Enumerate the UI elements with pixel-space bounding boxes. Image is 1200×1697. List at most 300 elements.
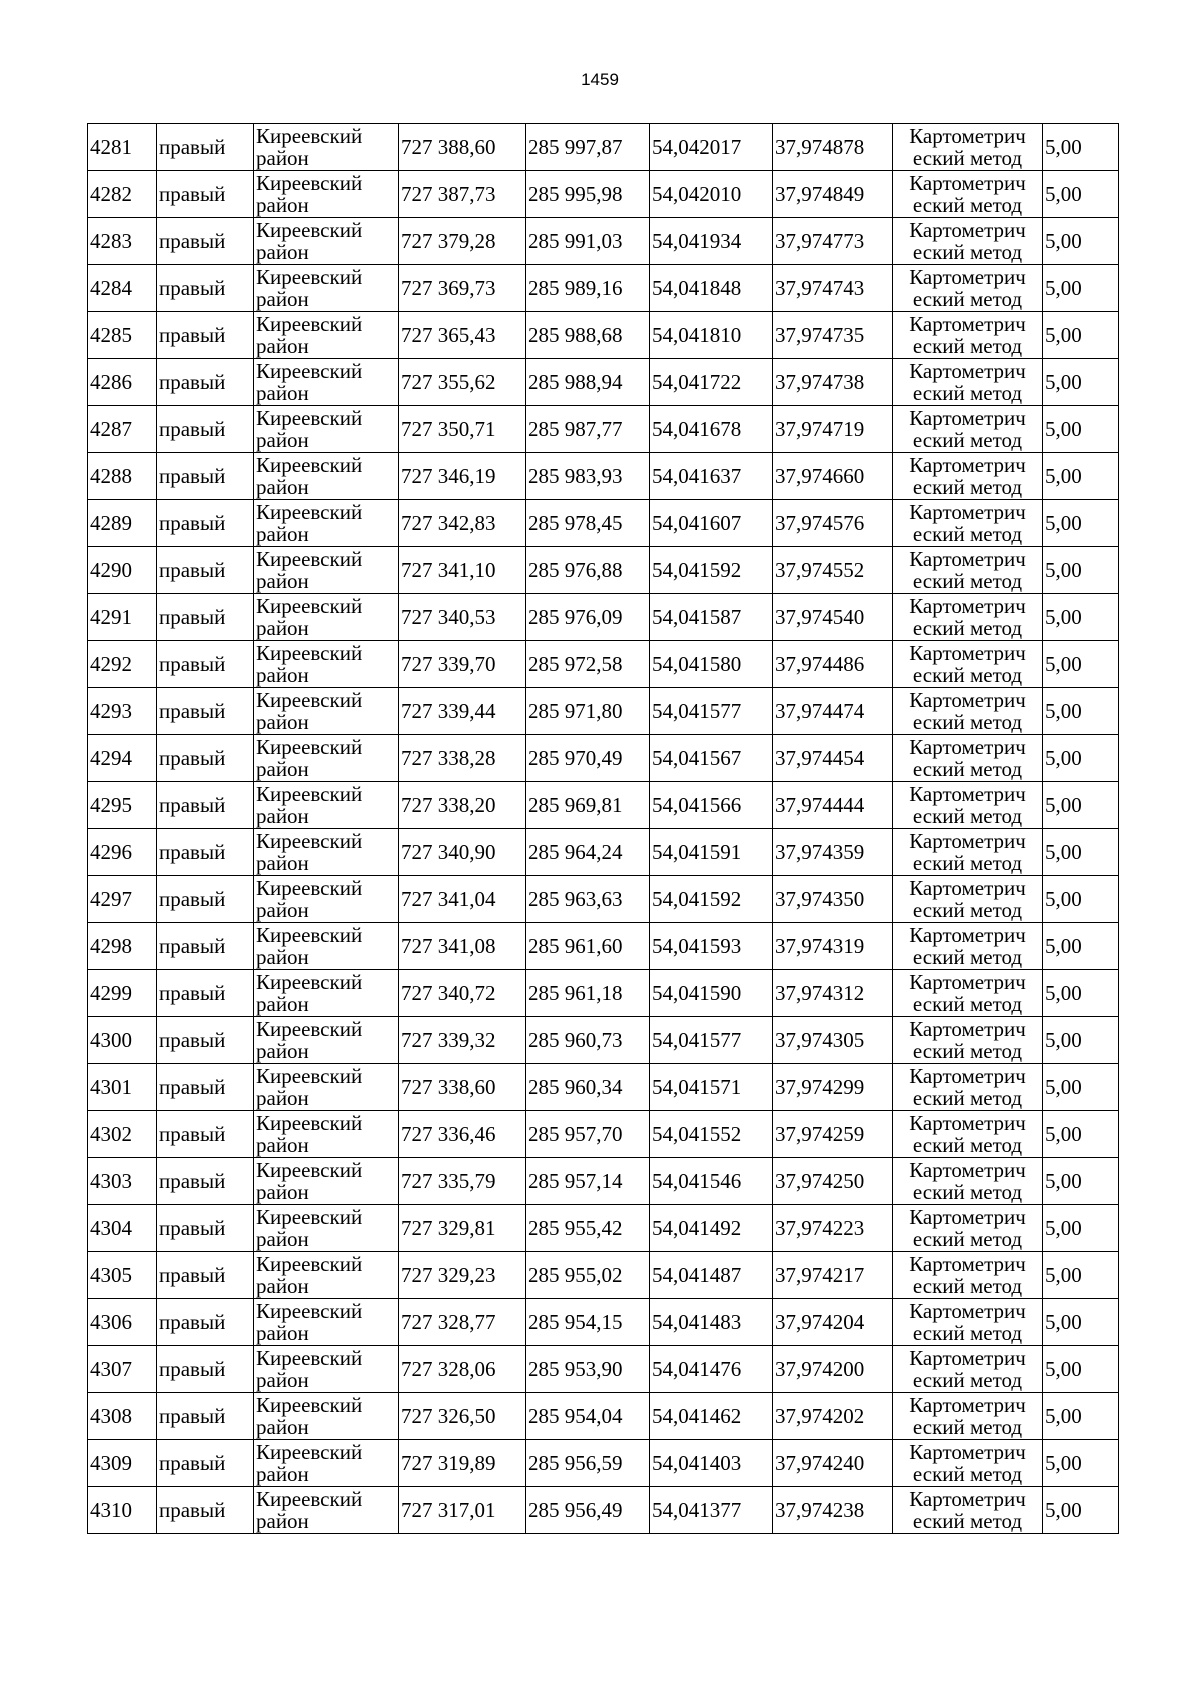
method-line-2: еский метод <box>912 1133 1023 1157</box>
latitude-cell: 54,041810 <box>650 312 773 359</box>
bank-side-cell: правый <box>157 641 254 688</box>
longitude-cell: 37,974319 <box>773 923 893 970</box>
bank-side-cell: правый <box>157 1205 254 1252</box>
bank-side-cell: правый <box>157 594 254 641</box>
table-row <box>88 171 1119 218</box>
latitude-cell: 54,041577 <box>650 1017 773 1064</box>
table-row <box>88 1252 1119 1299</box>
table-row <box>88 1111 1119 1158</box>
district-line-2: район <box>256 1321 309 1345</box>
district-line-1: Киреевский <box>256 1158 363 1182</box>
district-line-1: Киреевский <box>256 1205 363 1229</box>
x-coordinate-cell: 727 328,06 <box>399 1346 526 1393</box>
district-line-2: район <box>256 240 309 264</box>
point-number-cell: 4286 <box>88 359 157 406</box>
district-line-1: Киреевский <box>256 171 363 195</box>
x-coordinate-cell: 727 365,43 <box>399 312 526 359</box>
coordinates-table <box>87 123 1119 1534</box>
x-coordinate-cell: 727 340,90 <box>399 829 526 876</box>
y-coordinate-cell: 285 988,94 <box>526 359 650 406</box>
district-line-2: район <box>256 710 309 734</box>
x-coordinate-cell: 727 355,62 <box>399 359 526 406</box>
method-line-1: Картометрич <box>909 641 1026 665</box>
x-coordinate-cell: 727 336,46 <box>399 1111 526 1158</box>
method-line-1: Картометрич <box>909 500 1026 524</box>
district-line-1: Киреевский <box>256 265 363 289</box>
district-line-1: Киреевский <box>256 1487 363 1511</box>
method-cell <box>893 782 1043 829</box>
district-line-2: район <box>256 898 309 922</box>
latitude-cell: 54,041593 <box>650 923 773 970</box>
method-cell <box>893 688 1043 735</box>
y-coordinate-cell: 285 976,09 <box>526 594 650 641</box>
method-cell <box>893 641 1043 688</box>
longitude-cell: 37,974743 <box>773 265 893 312</box>
bank-side-cell: правый <box>157 1346 254 1393</box>
accuracy-cell: 5,00 <box>1043 1346 1119 1393</box>
district-line-1: Киреевский <box>256 829 363 853</box>
longitude-cell: 37,974486 <box>773 641 893 688</box>
table-row <box>88 1158 1119 1205</box>
point-number-cell: 4282 <box>88 171 157 218</box>
method-line-2: еский метод <box>912 240 1023 264</box>
method-cell <box>893 500 1043 547</box>
table-row <box>88 124 1119 171</box>
method-line-2: еский метод <box>912 1086 1023 1110</box>
method-line-2: еский метод <box>912 287 1023 311</box>
bank-side-cell: правый <box>157 1252 254 1299</box>
table-row <box>88 359 1119 406</box>
latitude-cell: 54,041637 <box>650 453 773 500</box>
x-coordinate-cell: 727 335,79 <box>399 1158 526 1205</box>
x-coordinate-cell: 727 338,60 <box>399 1064 526 1111</box>
point-number-cell: 4281 <box>88 124 157 171</box>
y-coordinate-cell: 285 991,03 <box>526 218 650 265</box>
y-coordinate-cell: 285 954,15 <box>526 1299 650 1346</box>
district-cell <box>254 735 399 782</box>
district-cell <box>254 1252 399 1299</box>
district-cell <box>254 406 399 453</box>
y-coordinate-cell: 285 970,49 <box>526 735 650 782</box>
district-cell <box>254 453 399 500</box>
method-line-1: Картометрич <box>909 1346 1026 1370</box>
method-line-1: Картометрич <box>909 1440 1026 1464</box>
latitude-cell: 54,041577 <box>650 688 773 735</box>
table-row <box>88 1017 1119 1064</box>
method-cell <box>893 876 1043 923</box>
accuracy-cell: 5,00 <box>1043 1440 1119 1487</box>
district-cell <box>254 1393 399 1440</box>
longitude-cell: 37,974250 <box>773 1158 893 1205</box>
method-cell <box>893 923 1043 970</box>
method-line-1: Картометрич <box>909 594 1026 618</box>
point-number-cell: 4287 <box>88 406 157 453</box>
table-row <box>88 406 1119 453</box>
district-cell <box>254 265 399 312</box>
district-line-1: Киреевский <box>256 1299 363 1323</box>
x-coordinate-cell: 727 339,32 <box>399 1017 526 1064</box>
district-line-1: Киреевский <box>256 1393 363 1417</box>
point-number-cell: 4289 <box>88 500 157 547</box>
longitude-cell: 37,974454 <box>773 735 893 782</box>
method-line-1: Картометрич <box>909 1393 1026 1417</box>
bank-side-cell: правый <box>157 1440 254 1487</box>
bank-side-cell: правый <box>157 923 254 970</box>
method-line-1: Картометрич <box>909 547 1026 571</box>
latitude-cell: 54,041722 <box>650 359 773 406</box>
latitude-cell: 54,041552 <box>650 1111 773 1158</box>
method-cell <box>893 453 1043 500</box>
district-line-1: Киреевский <box>256 500 363 524</box>
method-line-2: еский метод <box>912 1462 1023 1486</box>
x-coordinate-cell: 727 350,71 <box>399 406 526 453</box>
method-cell <box>893 1111 1043 1158</box>
district-line-1: Киреевский <box>256 1252 363 1276</box>
y-coordinate-cell: 285 955,42 <box>526 1205 650 1252</box>
longitude-cell: 37,974238 <box>773 1487 893 1534</box>
method-line-2: еский метод <box>912 1039 1023 1063</box>
method-line-2: еский метод <box>912 381 1023 405</box>
x-coordinate-cell: 727 346,19 <box>399 453 526 500</box>
district-line-1: Киреевский <box>256 923 363 947</box>
method-line-1: Картометрич <box>909 1205 1026 1229</box>
district-cell <box>254 1346 399 1393</box>
table-row <box>88 923 1119 970</box>
method-line-2: еский метод <box>912 428 1023 452</box>
point-number-cell: 4292 <box>88 641 157 688</box>
district-line-1: Киреевский <box>256 359 363 383</box>
method-cell <box>893 406 1043 453</box>
table-row <box>88 218 1119 265</box>
district-line-1: Киреевский <box>256 688 363 712</box>
point-number-cell: 4290 <box>88 547 157 594</box>
method-cell <box>893 1158 1043 1205</box>
district-line-1: Киреевский <box>256 547 363 571</box>
method-line-1: Картометрич <box>909 876 1026 900</box>
longitude-cell: 37,974240 <box>773 1440 893 1487</box>
district-line-2: район <box>256 616 309 640</box>
bank-side-cell: правый <box>157 124 254 171</box>
district-line-2: район <box>256 1227 309 1251</box>
accuracy-cell: 5,00 <box>1043 265 1119 312</box>
y-coordinate-cell: 285 987,77 <box>526 406 650 453</box>
district-line-2: район <box>256 757 309 781</box>
bank-side-cell: правый <box>157 171 254 218</box>
table-row <box>88 688 1119 735</box>
x-coordinate-cell: 727 341,04 <box>399 876 526 923</box>
latitude-cell: 54,041476 <box>650 1346 773 1393</box>
longitude-cell: 37,974738 <box>773 359 893 406</box>
accuracy-cell: 5,00 <box>1043 547 1119 594</box>
latitude-cell: 54,041462 <box>650 1393 773 1440</box>
accuracy-cell: 5,00 <box>1043 641 1119 688</box>
y-coordinate-cell: 285 956,49 <box>526 1487 650 1534</box>
method-cell <box>893 735 1043 782</box>
district-cell <box>254 1064 399 1111</box>
district-cell <box>254 688 399 735</box>
point-number-cell: 4291 <box>88 594 157 641</box>
district-line-2: район <box>256 287 309 311</box>
y-coordinate-cell: 285 972,58 <box>526 641 650 688</box>
latitude-cell: 54,041566 <box>650 782 773 829</box>
y-coordinate-cell: 285 963,63 <box>526 876 650 923</box>
method-line-1: Картометрич <box>909 1064 1026 1088</box>
district-cell <box>254 923 399 970</box>
district-line-2: район <box>256 804 309 828</box>
longitude-cell: 37,974660 <box>773 453 893 500</box>
bank-side-cell: правый <box>157 970 254 1017</box>
method-line-1: Картометрич <box>909 406 1026 430</box>
district-cell <box>254 547 399 594</box>
method-cell <box>893 1252 1043 1299</box>
accuracy-cell: 5,00 <box>1043 1111 1119 1158</box>
y-coordinate-cell: 285 955,02 <box>526 1252 650 1299</box>
district-line-2: район <box>256 475 309 499</box>
method-cell <box>893 265 1043 312</box>
point-number-cell: 4303 <box>88 1158 157 1205</box>
latitude-cell: 54,041483 <box>650 1299 773 1346</box>
method-cell <box>893 218 1043 265</box>
accuracy-cell: 5,00 <box>1043 876 1119 923</box>
y-coordinate-cell: 285 988,68 <box>526 312 650 359</box>
accuracy-cell: 5,00 <box>1043 1299 1119 1346</box>
method-line-1: Картометрич <box>909 829 1026 853</box>
bank-side-cell: правый <box>157 829 254 876</box>
method-cell <box>893 171 1043 218</box>
method-cell <box>893 547 1043 594</box>
method-line-2: еский метод <box>912 1227 1023 1251</box>
district-cell <box>254 876 399 923</box>
point-number-cell: 4300 <box>88 1017 157 1064</box>
district-cell <box>254 594 399 641</box>
latitude-cell: 54,041487 <box>650 1252 773 1299</box>
point-number-cell: 4293 <box>88 688 157 735</box>
accuracy-cell: 5,00 <box>1043 1487 1119 1534</box>
accuracy-cell: 5,00 <box>1043 1158 1119 1205</box>
latitude-cell: 54,041403 <box>650 1440 773 1487</box>
method-line-1: Картометрич <box>909 923 1026 947</box>
table-row <box>88 876 1119 923</box>
y-coordinate-cell: 285 989,16 <box>526 265 650 312</box>
method-line-2: еский метод <box>912 757 1023 781</box>
longitude-cell: 37,974540 <box>773 594 893 641</box>
y-coordinate-cell: 285 960,73 <box>526 1017 650 1064</box>
method-cell <box>893 359 1043 406</box>
district-cell <box>254 641 399 688</box>
accuracy-cell: 5,00 <box>1043 312 1119 359</box>
district-line-2: район <box>256 1039 309 1063</box>
latitude-cell: 54,041567 <box>650 735 773 782</box>
bank-side-cell: правый <box>157 1487 254 1534</box>
district-line-1: Киреевский <box>256 1064 363 1088</box>
accuracy-cell: 5,00 <box>1043 829 1119 876</box>
table-row <box>88 594 1119 641</box>
table-row <box>88 500 1119 547</box>
latitude-cell: 54,041377 <box>650 1487 773 1534</box>
table-row <box>88 829 1119 876</box>
point-number-cell: 4284 <box>88 265 157 312</box>
x-coordinate-cell: 727 340,53 <box>399 594 526 641</box>
district-cell <box>254 124 399 171</box>
method-cell <box>893 124 1043 171</box>
latitude-cell: 54,041580 <box>650 641 773 688</box>
x-coordinate-cell: 727 340,72 <box>399 970 526 1017</box>
point-number-cell: 4288 <box>88 453 157 500</box>
longitude-cell: 37,974359 <box>773 829 893 876</box>
x-coordinate-cell: 727 339,44 <box>399 688 526 735</box>
x-coordinate-cell: 727 319,89 <box>399 1440 526 1487</box>
x-coordinate-cell: 727 341,08 <box>399 923 526 970</box>
bank-side-cell: правый <box>157 1017 254 1064</box>
longitude-cell: 37,974223 <box>773 1205 893 1252</box>
bank-side-cell: правый <box>157 1111 254 1158</box>
district-cell <box>254 1299 399 1346</box>
method-cell <box>893 312 1043 359</box>
point-number-cell: 4301 <box>88 1064 157 1111</box>
latitude-cell: 54,041934 <box>650 218 773 265</box>
table-row <box>88 312 1119 359</box>
method-line-1: Картометрич <box>909 124 1026 148</box>
point-number-cell: 4306 <box>88 1299 157 1346</box>
point-number-cell: 4309 <box>88 1440 157 1487</box>
latitude-cell: 54,042010 <box>650 171 773 218</box>
x-coordinate-cell: 727 341,10 <box>399 547 526 594</box>
district-line-1: Киреевский <box>256 1346 363 1370</box>
longitude-cell: 37,974202 <box>773 1393 893 1440</box>
bank-side-cell: правый <box>157 312 254 359</box>
method-line-1: Картометрич <box>909 1111 1026 1135</box>
y-coordinate-cell: 285 957,70 <box>526 1111 650 1158</box>
point-number-cell: 4310 <box>88 1487 157 1534</box>
latitude-cell: 54,042017 <box>650 124 773 171</box>
x-coordinate-cell: 727 388,60 <box>399 124 526 171</box>
district-line-1: Киреевский <box>256 1111 363 1135</box>
latitude-cell: 54,041492 <box>650 1205 773 1252</box>
district-cell <box>254 782 399 829</box>
table-row <box>88 970 1119 1017</box>
point-number-cell: 4298 <box>88 923 157 970</box>
bank-side-cell: правый <box>157 876 254 923</box>
accuracy-cell: 5,00 <box>1043 1393 1119 1440</box>
district-line-1: Киреевский <box>256 1440 363 1464</box>
method-line-1: Картометрич <box>909 1487 1026 1511</box>
accuracy-cell: 5,00 <box>1043 171 1119 218</box>
table-body <box>88 124 1119 1534</box>
district-cell <box>254 829 399 876</box>
longitude-cell: 37,974259 <box>773 1111 893 1158</box>
method-line-2: еский метод <box>912 1274 1023 1298</box>
method-cell <box>893 1487 1043 1534</box>
method-line-2: еский метод <box>912 1415 1023 1439</box>
method-line-1: Картометрич <box>909 735 1026 759</box>
x-coordinate-cell: 727 338,20 <box>399 782 526 829</box>
table-row <box>88 735 1119 782</box>
method-line-2: еский метод <box>912 804 1023 828</box>
district-line-1: Киреевский <box>256 218 363 242</box>
district-cell <box>254 1017 399 1064</box>
x-coordinate-cell: 727 379,28 <box>399 218 526 265</box>
method-line-1: Картометрич <box>909 359 1026 383</box>
bank-side-cell: правый <box>157 1393 254 1440</box>
x-coordinate-cell: 727 326,50 <box>399 1393 526 1440</box>
method-cell <box>893 970 1043 1017</box>
method-line-2: еский метод <box>912 1368 1023 1392</box>
method-line-2: еский метод <box>912 146 1023 170</box>
district-line-2: район <box>256 1462 309 1486</box>
district-cell <box>254 1111 399 1158</box>
district-cell <box>254 218 399 265</box>
method-cell <box>893 594 1043 641</box>
table-row <box>88 1205 1119 1252</box>
x-coordinate-cell: 727 317,01 <box>399 1487 526 1534</box>
y-coordinate-cell: 285 978,45 <box>526 500 650 547</box>
x-coordinate-cell: 727 387,73 <box>399 171 526 218</box>
accuracy-cell: 5,00 <box>1043 735 1119 782</box>
method-line-1: Картометрич <box>909 171 1026 195</box>
bank-side-cell: правый <box>157 359 254 406</box>
bank-side-cell: правый <box>157 453 254 500</box>
accuracy-cell: 5,00 <box>1043 923 1119 970</box>
accuracy-cell: 5,00 <box>1043 218 1119 265</box>
latitude-cell: 54,041571 <box>650 1064 773 1111</box>
longitude-cell: 37,974773 <box>773 218 893 265</box>
method-cell <box>893 1440 1043 1487</box>
point-number-cell: 4297 <box>88 876 157 923</box>
method-line-2: еский метод <box>912 1180 1023 1204</box>
district-line-1: Киреевский <box>256 406 363 430</box>
latitude-cell: 54,041587 <box>650 594 773 641</box>
district-cell <box>254 1205 399 1252</box>
district-line-2: район <box>256 663 309 687</box>
district-cell <box>254 1440 399 1487</box>
district-cell <box>254 1487 399 1534</box>
method-line-1: Картометрич <box>909 688 1026 712</box>
district-cell <box>254 1158 399 1205</box>
district-line-1: Киреевский <box>256 876 363 900</box>
method-cell <box>893 1393 1043 1440</box>
district-line-1: Киреевский <box>256 312 363 336</box>
district-cell <box>254 500 399 547</box>
point-number-cell: 4302 <box>88 1111 157 1158</box>
accuracy-cell: 5,00 <box>1043 500 1119 547</box>
x-coordinate-cell: 727 328,77 <box>399 1299 526 1346</box>
y-coordinate-cell: 285 956,59 <box>526 1440 650 1487</box>
latitude-cell: 54,041590 <box>650 970 773 1017</box>
method-line-1: Картометрич <box>909 1158 1026 1182</box>
y-coordinate-cell: 285 969,81 <box>526 782 650 829</box>
longitude-cell: 37,974474 <box>773 688 893 735</box>
x-coordinate-cell: 727 342,83 <box>399 500 526 547</box>
table-row <box>88 782 1119 829</box>
bank-side-cell: правый <box>157 547 254 594</box>
x-coordinate-cell: 727 338,28 <box>399 735 526 782</box>
table-row <box>88 453 1119 500</box>
district-cell <box>254 970 399 1017</box>
latitude-cell: 54,041848 <box>650 265 773 312</box>
method-line-1: Картометрич <box>909 1017 1026 1041</box>
accuracy-cell: 5,00 <box>1043 688 1119 735</box>
method-line-1: Картометрич <box>909 1299 1026 1323</box>
page-number: 1459 <box>581 70 619 89</box>
district-line-2: район <box>256 1368 309 1392</box>
method-cell <box>893 1017 1043 1064</box>
bank-side-cell: правый <box>157 782 254 829</box>
bank-side-cell: правый <box>157 500 254 547</box>
method-line-2: еский метод <box>912 710 1023 734</box>
district-line-2: район <box>256 428 309 452</box>
district-line-2: район <box>256 522 309 546</box>
y-coordinate-cell: 285 995,98 <box>526 171 650 218</box>
